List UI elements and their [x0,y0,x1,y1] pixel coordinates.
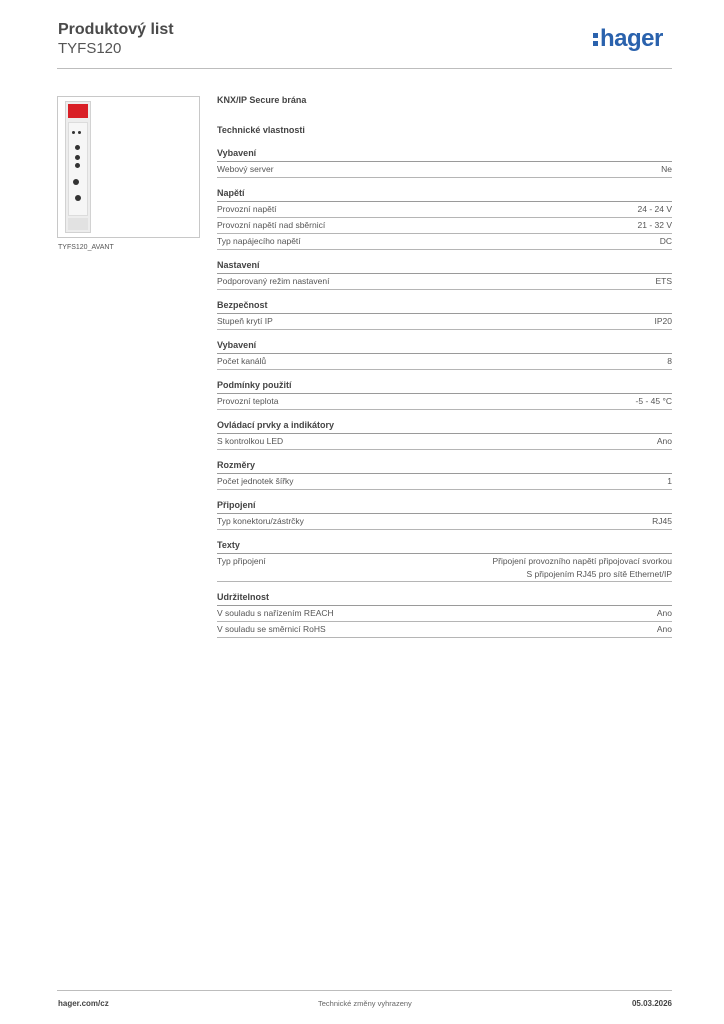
spec-value-line: 8 [667,356,672,366]
spec-row [217,622,672,638]
device-red-label [68,104,88,118]
spec-value [652,515,672,528]
spec-label: Podporovaný režim nastavení [217,276,330,286]
header-divider [57,68,672,69]
spec-value [655,275,672,288]
spec-value-line: Připojení provozního napětí připojovací svorkou [492,556,672,566]
product-name: KNX/IP Secure brána [217,95,307,105]
spec-section [217,298,672,330]
device-led [72,131,75,134]
section-title: Napětí [217,186,672,202]
spec-value-line: Ne [661,164,672,174]
section-title: Vybavení [217,146,672,162]
spec-value-line: DC [659,236,672,246]
spec-section [217,146,672,178]
spec-row [217,162,672,178]
spec-row [217,354,672,370]
device-button [75,155,80,160]
spec-label: Webový server [217,164,274,174]
product-device-image [65,101,91,233]
spec-value-line: IP20 [654,316,672,326]
spec-value [657,607,672,620]
spec-label: Provozní teplota [217,396,279,406]
spec-value-line: 21 - 32 V [637,220,672,230]
spec-label: Počet kanálů [217,356,267,366]
spec-label: V souladu s nařízením REACH [217,608,334,618]
spec-row [217,606,672,622]
section-title: Udržitelnost [217,590,672,606]
spec-sheet [217,92,672,638]
spec-value [638,219,673,232]
spec-label: S kontrolkou LED [217,436,284,446]
spec-section [217,590,672,638]
spec-section [217,538,672,582]
section-title: Podmínky použití [217,378,672,394]
spec-value-line: Ano [656,624,672,634]
logo-colon-mark [593,31,598,47]
footer-date: 05.03.2026 [631,999,672,1008]
spec-label: Provozní napětí nad sběrnicí [217,220,326,230]
device-button [75,145,80,150]
section-title: Připojení [217,498,672,514]
spec-value [667,475,672,488]
image-caption: TYFS120_AVANT [58,244,114,251]
spec-section [217,378,672,410]
spec-value [661,163,672,176]
spec-value-line: RJ45 [652,516,672,526]
spec-value [655,315,673,328]
device-terminal [68,218,88,230]
product-code: TYFS120 [58,40,122,57]
spec-value-line: ETS [655,276,672,286]
spec-label: Počet jednotek šířky [217,476,294,486]
spec-value [657,435,672,448]
spec-value-line: S připojením RJ45 pro sítě Ethernet/IP [526,569,672,579]
spec-value-line: 24 - 24 V [637,204,672,214]
spec-row [217,434,672,450]
page-title: Produktový list [58,21,174,38]
spec-row [217,474,672,490]
spec-value-line: Ano [656,608,672,618]
spec-value [492,555,672,581]
footer-website[interactable]: hager.com/cz [58,999,109,1008]
device-button [75,163,80,168]
section-title: Ovládací prvky a indikátory [217,418,672,434]
spec-row [217,234,672,250]
spec-section [217,418,672,450]
spec-row [217,218,672,234]
footer-divider [57,990,672,991]
spec-section [217,338,672,370]
spec-section [217,186,672,250]
section-title: Nastavení [217,258,672,274]
section-title: Rozměry [217,458,672,474]
footer-notice: Technické změny vyhrazeny [318,999,412,1008]
spec-row [217,274,672,290]
section-title: Texty [217,538,672,554]
device-button [73,179,79,185]
spec-value [657,623,672,636]
spec-value [667,355,672,368]
section-title: Bezpečnost [217,298,672,314]
spec-value-line: -5 - 45 °C [635,396,672,406]
spec-section [217,458,672,490]
spec-label: Typ připojení [217,556,266,566]
tech-heading: Technické vlastnosti [217,125,305,135]
spec-label: V souladu se směrnicí RoHS [217,624,326,634]
spec-label: Provozní napětí [217,204,277,214]
spec-value-line: 1 [667,476,672,486]
spec-row [217,394,672,410]
spec-row [217,202,672,218]
product-image-frame [57,96,200,238]
section-title: Vybavení [217,338,672,354]
spec-value [636,395,672,408]
spec-row [217,314,672,330]
logo-text: hager [600,25,663,52]
device-led [78,131,81,134]
device-button [75,195,81,201]
spec-value-line: Ano [656,436,672,446]
spec-section [217,498,672,530]
device-front-plate [68,122,88,216]
spec-value [660,235,672,248]
hager-logo[interactable] [593,27,663,51]
spec-value [638,203,673,216]
spec-label: Stupeň krytí IP [217,316,273,326]
spec-row [217,514,672,530]
spec-sections [217,146,672,638]
spec-label: Typ konektoru/zástrčky [217,516,304,526]
spec-row [217,554,672,582]
spec-label: Typ napájecího napětí [217,236,301,246]
spec-section [217,258,672,290]
